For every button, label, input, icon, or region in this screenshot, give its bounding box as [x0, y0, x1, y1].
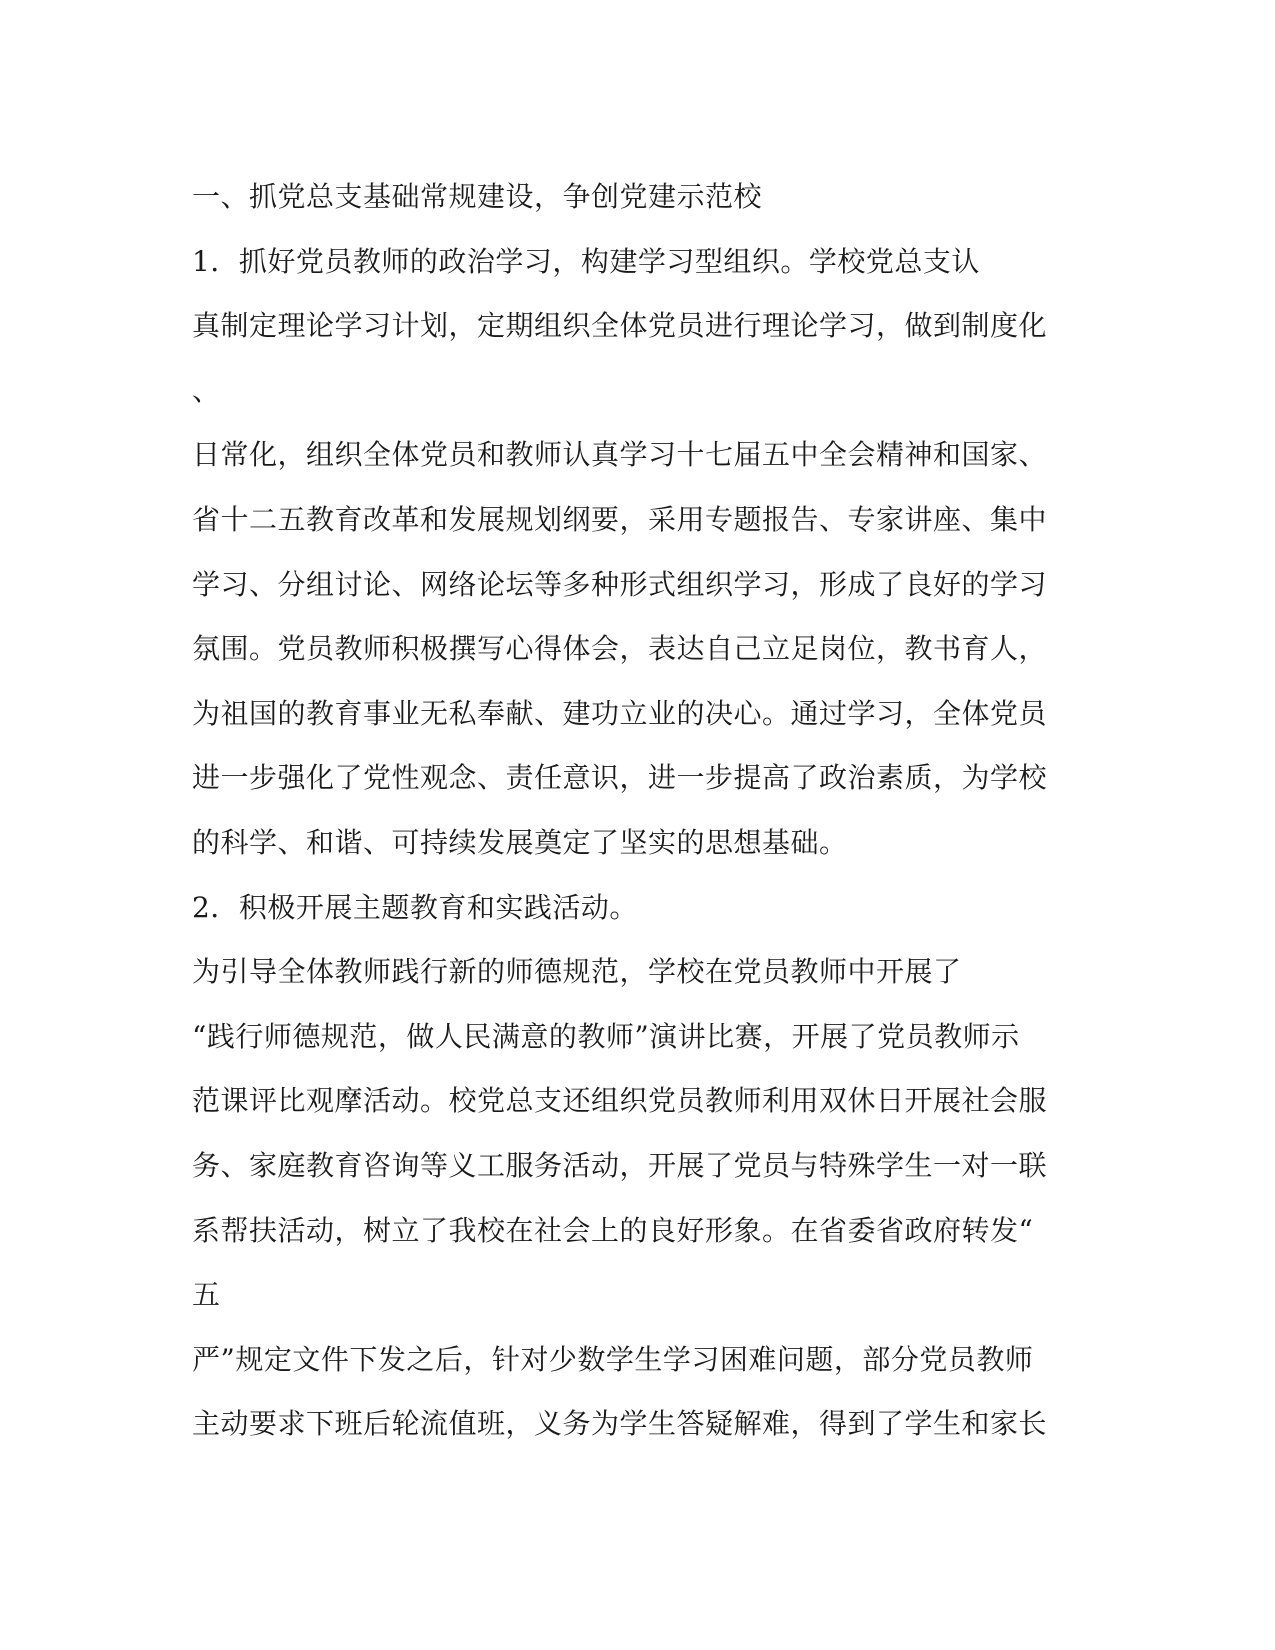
paragraph-line: 1．抓好党员教师的政治学习，构建学习型组织。学校党总支认 [192, 244, 980, 278]
paragraph-line: 范课评比观摩活动。校党总支还组织党员教师利用双休日开展社会服 [192, 1084, 1048, 1118]
paragraph-line: 五 [192, 1278, 221, 1312]
paragraph-line: 的科学、和谐、可持续发展奠定了坚实的思想基础。 [192, 825, 848, 859]
paragraph-line: 严”规定文件下发之后，针对少数学生学习困难问题，部分党员教师 [192, 1342, 1034, 1376]
paragraph-line: 日常化，组织全体党员和教师认真学习十七届五中全会精神和国家、 [192, 438, 1048, 472]
paragraph-line: 务、家庭教育咨询等义工服务活动，开展了党员与特殊学生一对一联 [192, 1148, 1048, 1182]
paragraph-line: 进一步强化了党性观念、责任意识，进一步提高了政治素质，为学校 [192, 761, 1048, 795]
paragraph-line: 省十二五教育改革和发展规划纲要，采用专题报告、专家讲座、集中 [192, 502, 1048, 536]
paragraph-line: 、 [192, 373, 221, 407]
paragraph-line: 氛围。党员教师积极撰写心得体会，表达自己立足岗位，教书育人， [192, 632, 1048, 666]
paragraph-line: 为祖国的教育事业无私奉献、建功立业的决心。通过学习，全体党员 [192, 696, 1048, 730]
paragraph-line: 真制定理论学习计划，定期组织全体党员进行理论学习，做到制度化 [192, 309, 1048, 343]
subsection-heading: 2．积极开展主题教育和实践活动。 [192, 890, 638, 924]
paragraph-line: 学习、分组讨论、网络论坛等多种形式组织学习，形成了良好的学习 [192, 567, 1048, 601]
paragraph-line: 为引导全体教师践行新的师德规范，学校在党员教师中开展了 [192, 955, 962, 989]
paragraph-line: “践行师德规范，做人民满意的教师”演讲比赛，开展了党员教师示 [192, 1019, 1020, 1053]
paragraph-line: 系帮扶活动，树立了我校在社会上的良好形象。在省委省政府转发“ [192, 1213, 1034, 1247]
document-body [192, 165, 1092, 1457]
paragraph-line: 主动要求下班后轮流值班，义务为学生答疑解难，得到了学生和家长 [192, 1407, 1048, 1441]
section-heading: 一、抓党总支基础常规建设，争创党建示范校 [192, 180, 763, 213]
